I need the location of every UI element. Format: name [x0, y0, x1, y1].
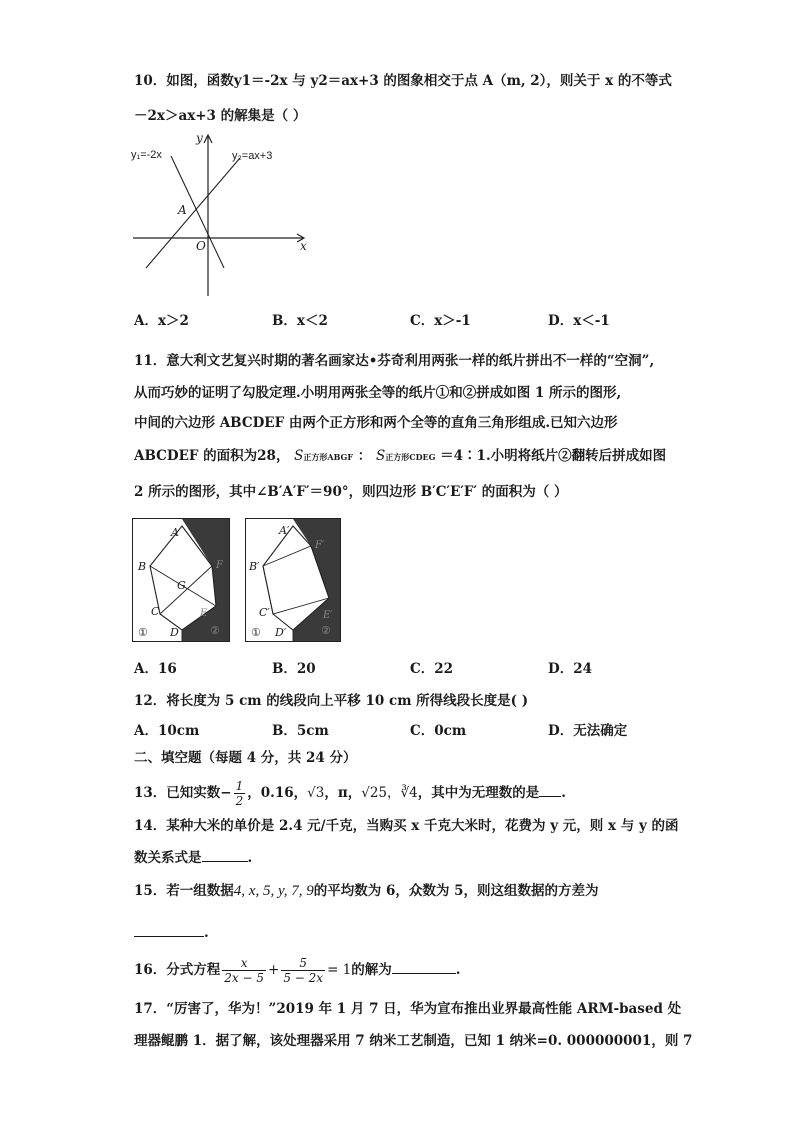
fig1-label-g: G: [177, 579, 186, 592]
fig2-label-a: A′: [279, 524, 290, 537]
q11-ratio-colon: ：: [357, 448, 372, 464]
label-y2: y₂=ax+3: [232, 150, 273, 162]
q13-suffix: ，其中为无理数的是: [417, 785, 540, 801]
q13-answer-blank[interactable]: [539, 784, 561, 797]
q13-pi: ，π，: [324, 785, 362, 801]
q11-line3: 中间的六边形 ABCDEF 由两个正方形和两个全等的直角三角形组成.已知六边形: [134, 415, 618, 431]
fig2-label-c: C′: [259, 606, 270, 619]
q14-line2: [134, 849, 252, 867]
q13-frac-num: 1: [235, 779, 244, 793]
q13-end: .: [561, 785, 566, 801]
q16-fraction-2: [281, 956, 325, 985]
q15-line2: [134, 924, 209, 942]
fig1-mark-1: ①: [138, 626, 148, 639]
line-y2: [146, 158, 240, 268]
q11-line4-end: .小明将纸片②翻转后拼成如图: [485, 448, 667, 464]
q11-line4: [134, 447, 666, 466]
fig1-label-f: F: [216, 560, 223, 571]
q15-answer-blank[interactable]: [134, 924, 204, 937]
fig1-label-e: E: [200, 608, 208, 619]
q16-line1: [134, 952, 460, 988]
q11-option-c[interactable]: C．22: [410, 661, 454, 677]
q11-line1: 11．意大利文艺复兴时期的著名画家达•芬奇利用两张一样的纸片拼出不一样的“空洞”,: [134, 353, 655, 369]
fig2-label-b: B′: [249, 560, 260, 573]
q10-line2: －2x＞ax+3 的解集是（ ）: [134, 108, 307, 124]
q11-ratio-value: ＝4∶1: [440, 448, 486, 464]
section-2-heading: 二、填空题（每题 4 分，共 24 分）: [134, 750, 357, 766]
q11-line5: 2 所示的图形，其中∠B′A′F′＝90°，则四边形 B′C′E′F′ 的面积为（ ）: [134, 484, 568, 500]
q14-answer-blank[interactable]: [202, 849, 248, 862]
q11-ratio-s1-sub: 正方形ABGF: [303, 452, 354, 462]
q10-function-graph: [128, 128, 318, 303]
label-origin: O: [196, 239, 206, 253]
q16-prefix: 16．分式方程: [134, 962, 221, 978]
fig2-label-f: F′: [315, 540, 325, 551]
q15-prefix: 15．若一组数据: [134, 883, 234, 899]
fig2-label-e: E′: [323, 610, 333, 621]
q10-option-c[interactable]: C．x＞-1: [410, 313, 471, 329]
fig2-mark-1: ①: [251, 626, 261, 639]
q11-option-d[interactable]: D．24: [548, 661, 592, 677]
q15-suffix: 的平均数为 6，众数为 5，则这组数据的方差为: [313, 883, 599, 899]
q16-equals: = 1: [327, 962, 352, 978]
q11-ratio-s2-sub: 正方形CDEG: [385, 452, 436, 462]
q16-f1-num: x: [222, 956, 266, 971]
q17-line2: 理器鲲鹏 1．据了解，该处理器采用 7 纳米工艺制造，已知 1 纳米=0. 000000001，则 7: [134, 1033, 693, 1049]
q14-end: .: [247, 850, 253, 866]
q12-option-c[interactable]: C．0cm: [410, 723, 467, 739]
q16-answer-blank[interactable]: [392, 961, 456, 974]
fig1-label-d: D: [170, 626, 179, 639]
q16-suffix: 的解为: [351, 962, 392, 978]
q10-option-d[interactable]: D．x＜-1: [548, 313, 610, 329]
q16-fraction-1: [222, 956, 266, 985]
q11-figure-2: [245, 518, 341, 642]
q16-end: .: [455, 962, 461, 978]
fig1-label-c: C: [151, 605, 160, 618]
q10-line1: 10．如图，函数y1＝-2x 与 y2＝ax+3 的图象相交于点 A（m, 2），则关于 x 的不等式: [134, 73, 672, 89]
q13-line1: [134, 778, 566, 808]
fig1-label-b: B: [138, 560, 147, 573]
q16-f2-den: 5 − 2x: [283, 971, 324, 985]
q15-data-set: 4, x, 5, y, 7, 9: [233, 883, 314, 899]
q15-line1: [134, 882, 598, 900]
label-x-axis: x: [300, 239, 307, 253]
label-y-axis: y: [196, 131, 203, 145]
q11-ratio-s2: S: [375, 448, 386, 464]
q13-frac-den: 2: [235, 794, 244, 808]
fig1-label-a: A: [171, 526, 179, 539]
q13-minus: −: [220, 785, 232, 801]
q13-cbrt4: ，∛4: [387, 785, 418, 801]
q10-option-b[interactable]: B．x＜2: [272, 313, 328, 329]
q11-line2: 从而巧妙的证明了勾股定理.小明用两张全等的纸片①和②拼成如图 1 所示的图形,: [134, 385, 622, 401]
q13-fraction: [234, 779, 246, 808]
q16-f1-den: 2x − 5: [224, 971, 265, 985]
q11-ratio-s1: S: [294, 448, 304, 464]
q15-end: .: [204, 925, 209, 941]
q17-line1: 17．“厉害了，华为！”2019 年 1 月 7 日，华为宣布推出业界最高性能 ARM-based 处: [134, 1001, 682, 1017]
q12-option-b[interactable]: B．5cm: [272, 723, 329, 739]
q11-figure-1: [132, 518, 230, 642]
q13-prefix: 13．已知实数: [134, 785, 221, 801]
label-point-a: A: [178, 203, 187, 217]
q13-sqrt3: √3: [307, 785, 325, 801]
q12-option-a[interactable]: A．10cm: [134, 723, 200, 739]
label-y1: y₁=-2x: [131, 149, 162, 161]
q11-line4-start: ABCDEF 的面积为28，: [134, 448, 290, 464]
q12-line1: 12．将长度为 5 cm 的线段向上平移 10 cm 所得线段长度是( ): [134, 693, 529, 709]
q16-f2-num: 5: [281, 956, 325, 971]
q14-line2-text: 数关系式是: [134, 850, 202, 866]
fig2-mark-2: ②: [321, 624, 331, 637]
q14-line1: 14．某种大米的单价是 2.4 元/千克，当购买 x 千克大米时，花费为 y 元，则 x 与 y 的函: [134, 818, 679, 834]
q12-option-d[interactable]: D．无法确定: [548, 723, 628, 739]
q11-option-a[interactable]: A．16: [134, 661, 177, 677]
fig2-label-d: D′: [275, 626, 287, 639]
q13-rest1: ，0.16，: [247, 785, 308, 801]
fig1-mark-2: ②: [210, 624, 220, 637]
q13-sqrt25: √25: [361, 785, 388, 801]
q11-option-b[interactable]: B．20: [272, 661, 316, 677]
q16-plus: +: [268, 962, 280, 978]
q10-option-a[interactable]: A．x＞2: [134, 313, 189, 329]
